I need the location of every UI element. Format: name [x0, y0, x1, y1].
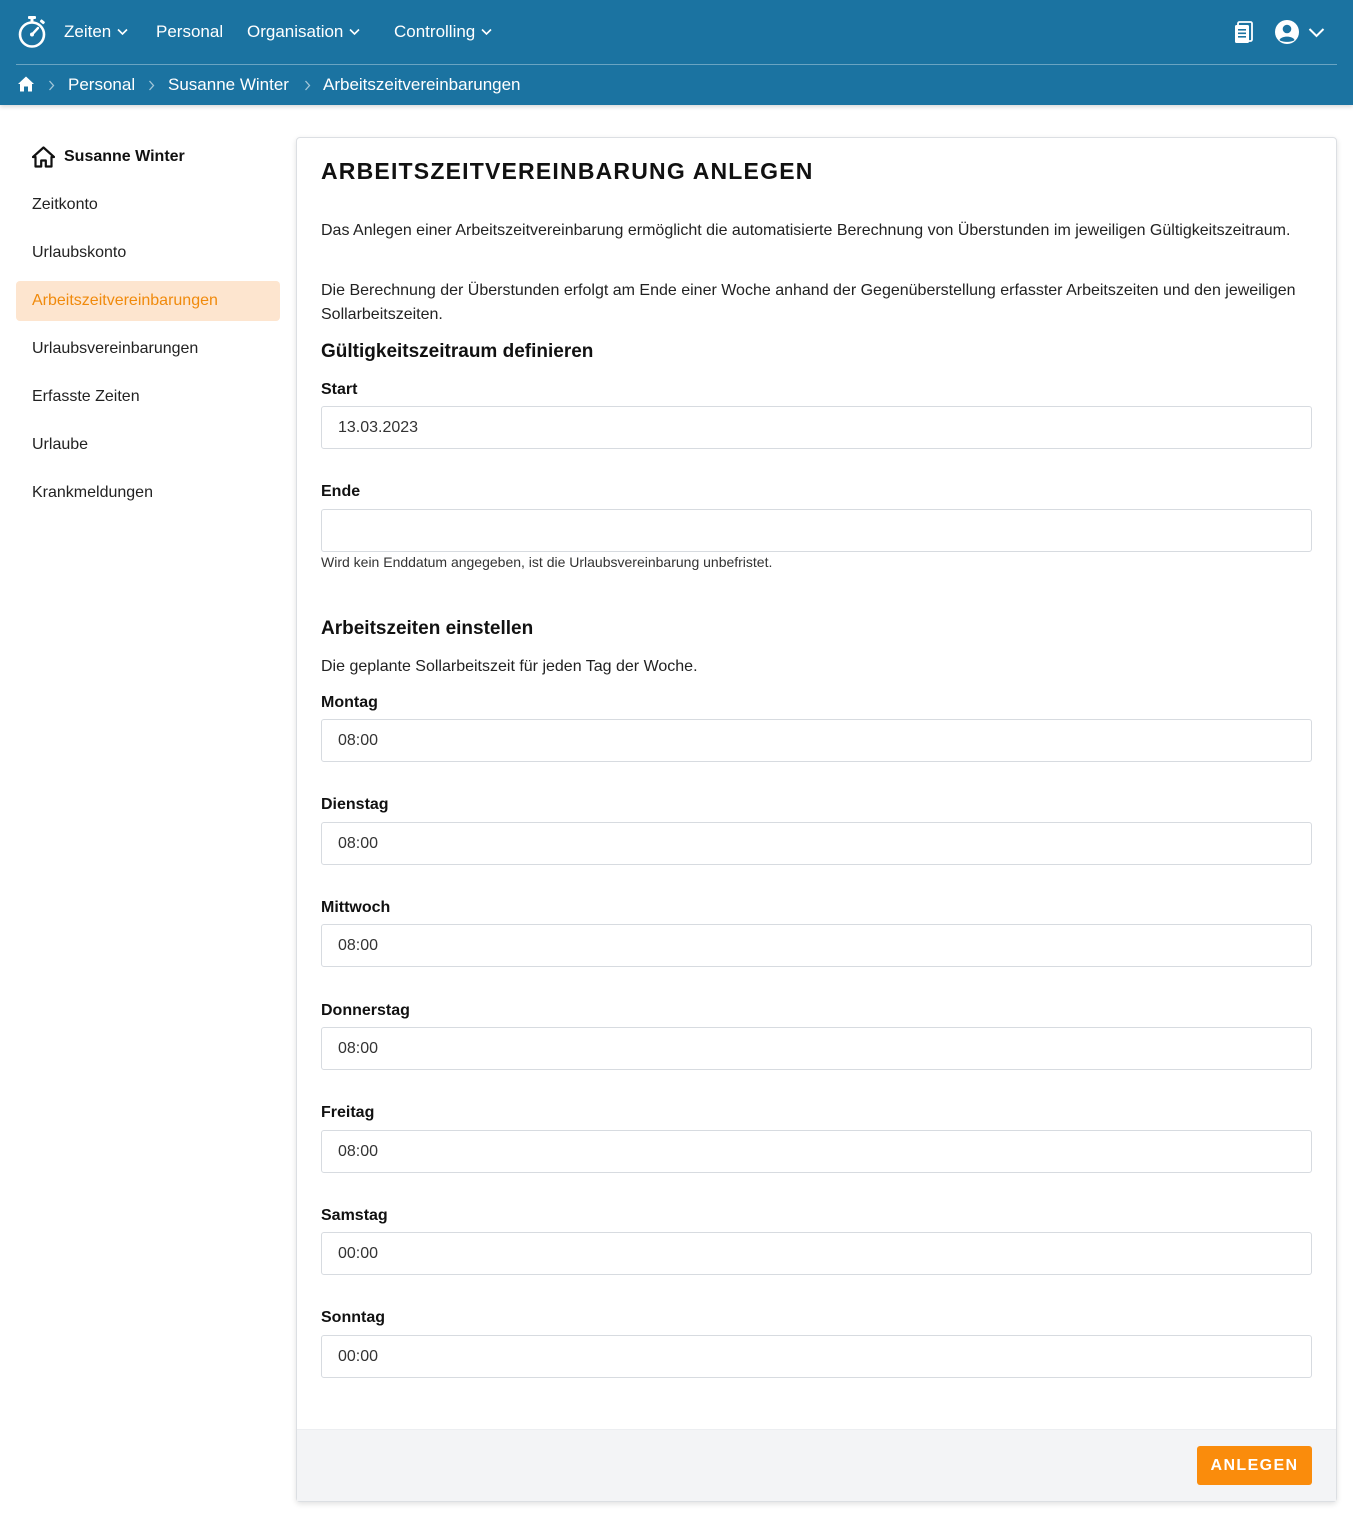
- monday-time-input[interactable]: [321, 719, 1312, 762]
- end-label: Ende: [321, 483, 361, 500]
- sidebar-item-urlaubsvereinbarungen[interactable]: Urlaubsvereinbarungen: [32, 340, 199, 357]
- tuesday-label: Dienstag: [321, 796, 389, 813]
- breadcrumb: [0, 65, 1353, 105]
- intro-text-1: Das Anlegen einer Arbeitszeitvereinbarung ermöglicht die automatisierte Berechnung von Überstunden im jeweiligen Gültigkeitszeitraum.: [321, 222, 1291, 239]
- period-heading: Gültigkeitszeitraum definieren: [321, 341, 594, 362]
- breadcrumb-personal[interactable]: Personal: [68, 75, 136, 94]
- nav-controlling-label: Controlling: [394, 22, 476, 41]
- chevron-right-icon: [148, 80, 155, 91]
- tuesday-time-input[interactable]: [321, 822, 1312, 865]
- sunday-label: Sonntag: [321, 1309, 385, 1326]
- user-account-icon[interactable]: [1274, 19, 1300, 45]
- saturday-time-input[interactable]: [321, 1232, 1312, 1275]
- sidebar-item-zeitkonto[interactable]: Zeitkonto: [32, 196, 98, 213]
- chevron-down-icon: [481, 28, 492, 36]
- chevron-down-icon: [117, 28, 128, 36]
- chevron-right-icon: [304, 80, 311, 91]
- saturday-label: Samstag: [321, 1207, 388, 1224]
- nav-zeiten[interactable]: [64, 0, 128, 64]
- breadcrumb-employee[interactable]: Susanne Winter: [168, 75, 289, 94]
- chevron-down-icon: [349, 28, 360, 36]
- form-footer: [297, 1429, 1336, 1501]
- times-heading: Arbeitszeiten einstellen: [321, 618, 534, 639]
- end-date-input[interactable]: [321, 509, 1312, 552]
- wednesday-time-input[interactable]: [321, 924, 1312, 967]
- nav-zeiten-label: Zeiten: [64, 22, 112, 41]
- nav-organisation[interactable]: [247, 0, 360, 64]
- sidebar-item-urlaubskonto[interactable]: Urlaubskonto: [32, 244, 127, 261]
- clipboard-icon[interactable]: [1233, 20, 1255, 44]
- home-icon[interactable]: [17, 75, 35, 93]
- form-card: [296, 137, 1337, 1502]
- sunday-time-input[interactable]: [321, 1335, 1312, 1378]
- chevron-right-icon: [48, 80, 55, 91]
- breadcrumb-current: Arbeitszeitvereinbarungen: [323, 75, 521, 94]
- nav-controlling[interactable]: [394, 0, 492, 64]
- top-bar: [0, 0, 1353, 105]
- sidebar-item-urlaube[interactable]: Urlaube: [32, 436, 89, 453]
- friday-time-input[interactable]: [321, 1130, 1312, 1173]
- thursday-label: Donnerstag: [321, 1002, 410, 1019]
- nav-personal[interactable]: [156, 0, 223, 64]
- page-title: ARBEITSZEITVEREINBARUNG ANLEGEN: [321, 158, 814, 184]
- friday-label: Freitag: [321, 1104, 375, 1121]
- sidebar-item-arbeitszeitvereinbarungen[interactable]: Arbeitszeitvereinbarungen: [16, 281, 280, 321]
- stopwatch-logo-icon[interactable]: [17, 15, 47, 49]
- sidebar-title-label: Susanne Winter: [64, 148, 185, 165]
- chevron-down-icon[interactable]: [1308, 27, 1325, 38]
- nav-personal-label: Personal: [156, 22, 224, 41]
- sidebar-item-krankmeldungen[interactable]: Krankmeldungen: [32, 484, 153, 501]
- start-label: Start: [321, 381, 358, 398]
- sidebar-item-erfasste-zeiten[interactable]: Erfasste Zeiten: [32, 388, 140, 405]
- end-date-hint: Wird kein Enddatum angegeben, ist die Urlaubsvereinbarung unbefristet.: [321, 554, 773, 570]
- start-date-input[interactable]: [321, 406, 1312, 449]
- wednesday-label: Mittwoch: [321, 899, 391, 916]
- times-description: Die geplante Sollarbeitszeit für jeden Tag der Woche.: [321, 658, 698, 675]
- submit-button[interactable]: ANLEGEN: [1197, 1446, 1312, 1485]
- intro-text-2: Die Berechnung der Überstunden erfolgt am Ende einer Woche anhand der Gegenüberstellung erfasster Arbeitszeiten und den jeweiligen Sollarbeitszeiten.: [321, 282, 1296, 323]
- sidebar-title: [32, 144, 185, 170]
- home-icon: [32, 146, 55, 168]
- main-nav: [0, 0, 1353, 64]
- nav-organisation-label: Organisation: [247, 22, 344, 41]
- monday-label: Montag: [321, 694, 378, 711]
- thursday-time-input[interactable]: [321, 1027, 1312, 1070]
